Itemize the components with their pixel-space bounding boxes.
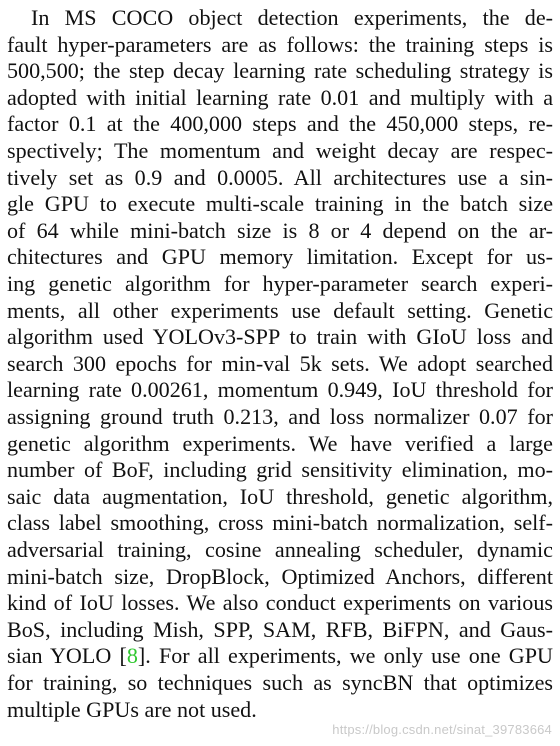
watermark-url: https://blog.csdn.net/sinat_39783664 [332, 722, 552, 737]
text-line: factor 0.1 at the 400,000 steps and the 450,000 steps, re- [7, 111, 553, 137]
text-line: adversarial training, cosine annealing scheduler, dynamic [7, 537, 553, 562]
text-line: search 300 epochs for min-val 5k sets. We adopt searched [7, 350, 553, 376]
text-line: adopted with initial learning rate 0.01 and multiply with a [7, 84, 553, 110]
text-line: class label smoothing, cross mini-batch normalization, self- [7, 510, 553, 536]
text-line: number of BoF, including grid sensitivity elimination, mo- [7, 457, 553, 483]
text-line: tively set as 0.9 and 0.0005. All architectures use a sin- [7, 164, 553, 190]
text-line: spectively; The momentum and weight decay are respec- [7, 138, 553, 163]
text-line: assigning ground truth 0.213, and loss normalizer 0.07 for [7, 404, 553, 429]
text-line: learning rate 0.00261, momentum 0.949, IoU threshold for [7, 377, 553, 403]
text-line-with-citation [7, 643, 553, 669]
text-line: for training, so techniques such as syncBN that optimizes [7, 670, 553, 695]
text-fragment: ]. For all experiments, we only use one GPU [137, 643, 553, 669]
citation-link[interactable]: 8 [126, 643, 138, 669]
text-line: genetic algorithm experiments. We have verified a large [7, 430, 553, 456]
text-line: In MS COCO object detection experiments, the de- [31, 5, 553, 30]
text-line: ments, all other experiments use default setting. Genetic [7, 297, 553, 323]
text-line: chitectures and GPU memory limitation. Except for us- [7, 244, 553, 270]
text-line: ing genetic algorithm for hyper-parameter search experi- [7, 271, 553, 296]
text-line: mini-batch size, DropBlock, Optimized Anchors, different [7, 563, 553, 589]
text-line: kind of IoU losses. We also conduct experiments on various [7, 590, 553, 616]
text-line: algorithm used YOLOv3-SPP to train with GIoU loss and [7, 324, 553, 350]
text-line: saic data augmentation, IoU threshold, genetic algorithm, [7, 483, 553, 509]
text-line: of 64 while mini-batch size is 8 or 4 depend on the ar- [7, 217, 553, 243]
text-fragment: sian YOLO [ [7, 643, 127, 669]
text-line: gle GPU to execute multi-scale training in the batch size [7, 191, 553, 217]
text-line: 500,500; the step decay learning rate scheduling strategy is [7, 58, 553, 84]
text-line: BoS, including Mish, SPP, SAM, RFB, BiFPN, and Gaus- [7, 616, 553, 642]
text-line-last: multiple GPUs are not used. [7, 696, 257, 722]
paragraph-body [7, 5, 553, 741]
text-line: fault hyper-parameters are as follows: the training steps is [7, 31, 553, 57]
